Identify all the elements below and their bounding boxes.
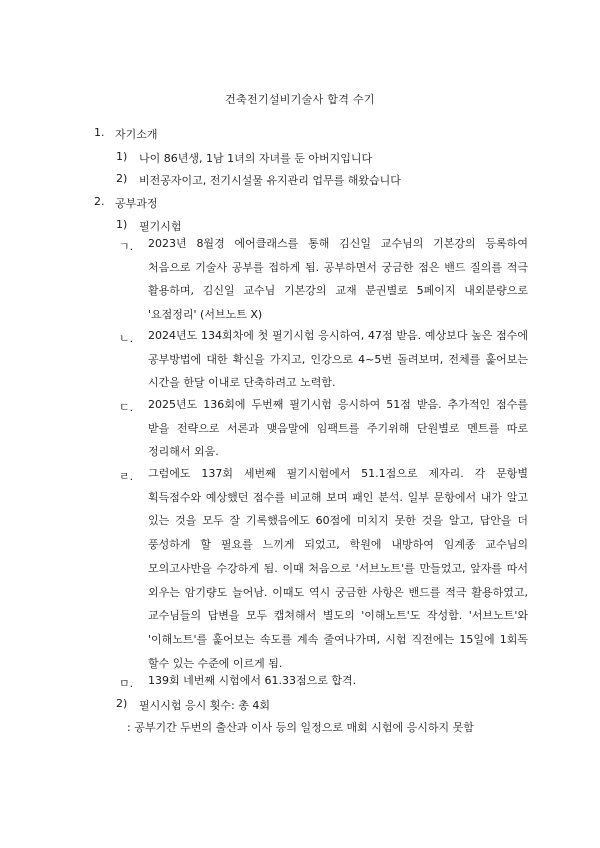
subsection-label: 필기시험 <box>139 220 182 233</box>
section-number: 2. <box>94 195 105 208</box>
paragraph-bullet: ㄷ. <box>119 401 134 414</box>
subsection-number: 2) <box>116 697 128 710</box>
paragraph-text: 그럼에도 137회 세번째 필기시험에서 51.1점으로 제자리. 각 문항별 획득점수와 예상했던 점수를 비교해 보며 패인 분석. 일부 문항에서 내가 알고 있는 것을 모두 잘 기록했음에도 60점에 미치지 못한 것을 알고, 답안을 더 풍성하게 할 필요를 느끼게 되었고, 학원에 내방하여 임계종 교수님의 모의고사반을 수강하게 됨. 이때 처음으로 '서브노트'를 만들었고, 앞자를 따서 외우는 암기량도 늘어남. 이때도 역시 궁금한 사항은 밴드를 적극 활용하였고, 교수님들의 답변을 모두 캡쳐해서 별도의 '이해노트'도 작성함. '서브노트'와 '이해노트'를 훑어보는 속도를 계속 줄여나가며, 시험 직전에는 15일에 1회독 할수 있는 수준에 이르게 됨. <box>148 467 528 670</box>
paragraph-bullet: ㅁ. <box>119 677 134 690</box>
paragraph-bullet: ㄹ. <box>119 470 134 483</box>
item-text: 비전공자이고, 전기시설물 유지관리 업무를 해왔습니다 <box>139 174 401 187</box>
subsection-label: 필시시험 응시 횟수: 총 4회 <box>139 699 270 712</box>
section-label: 공부과정 <box>115 197 158 210</box>
attempts-note: : 공부기간 두번의 출산과 이사 등의 일정으로 매회 시험에 응시하지 못함 <box>127 721 474 734</box>
subsection-number: 1) <box>116 218 128 231</box>
paragraph-text: 2025년도 136회에 두번째 필기시험 응시하여 51점 받음. 추가적인 점수를 받을 전략으로 서론과 맺음말에 임팩트를 주기위해 단원별로 멘트를 따로 정리해서 외움. <box>148 398 528 459</box>
item-text: 나이 86년생, 1남 1녀의 자녀를 둔 아버지입니다 <box>139 152 373 165</box>
paragraph-text: 139회 네번째 시험에서 61.33점으로 합격. <box>148 674 357 687</box>
paragraph-bullet: ㄴ. <box>119 332 134 345</box>
section-number: 1. <box>94 126 105 139</box>
item-number: 2) <box>116 172 128 185</box>
paragraph-text: 2023년 8월경 에어클래스를 통해 김신일 교수님의 기본강의 등록하여 처음으로 기술사 공부를 접하게 됨. 공부하면서 궁금한 점은 밴드 질의를 적극 활용하며, 김신일 교수님 기본강의 교재 분권별로 5페이지 내외분량으로 '요점정리' (서브노트 X) <box>148 237 528 322</box>
paragraph-text: 2024년도 134회차에 첫 필기시험 응시하여, 47점 받음. 예상보다 높은 점수에 공부방법에 대한 확신을 가지고, 인강으로 4~5번 돌려보며, 전체를 훑어보는 시간을 한달 이내로 단축하려고 노력함. <box>148 329 528 390</box>
section-label: 자기소개 <box>115 128 158 141</box>
document-title: 건축전기설비기술사 합격 수기 <box>225 93 375 106</box>
paragraph-bullet: ㄱ. <box>119 240 134 253</box>
item-number: 1) <box>116 150 128 163</box>
